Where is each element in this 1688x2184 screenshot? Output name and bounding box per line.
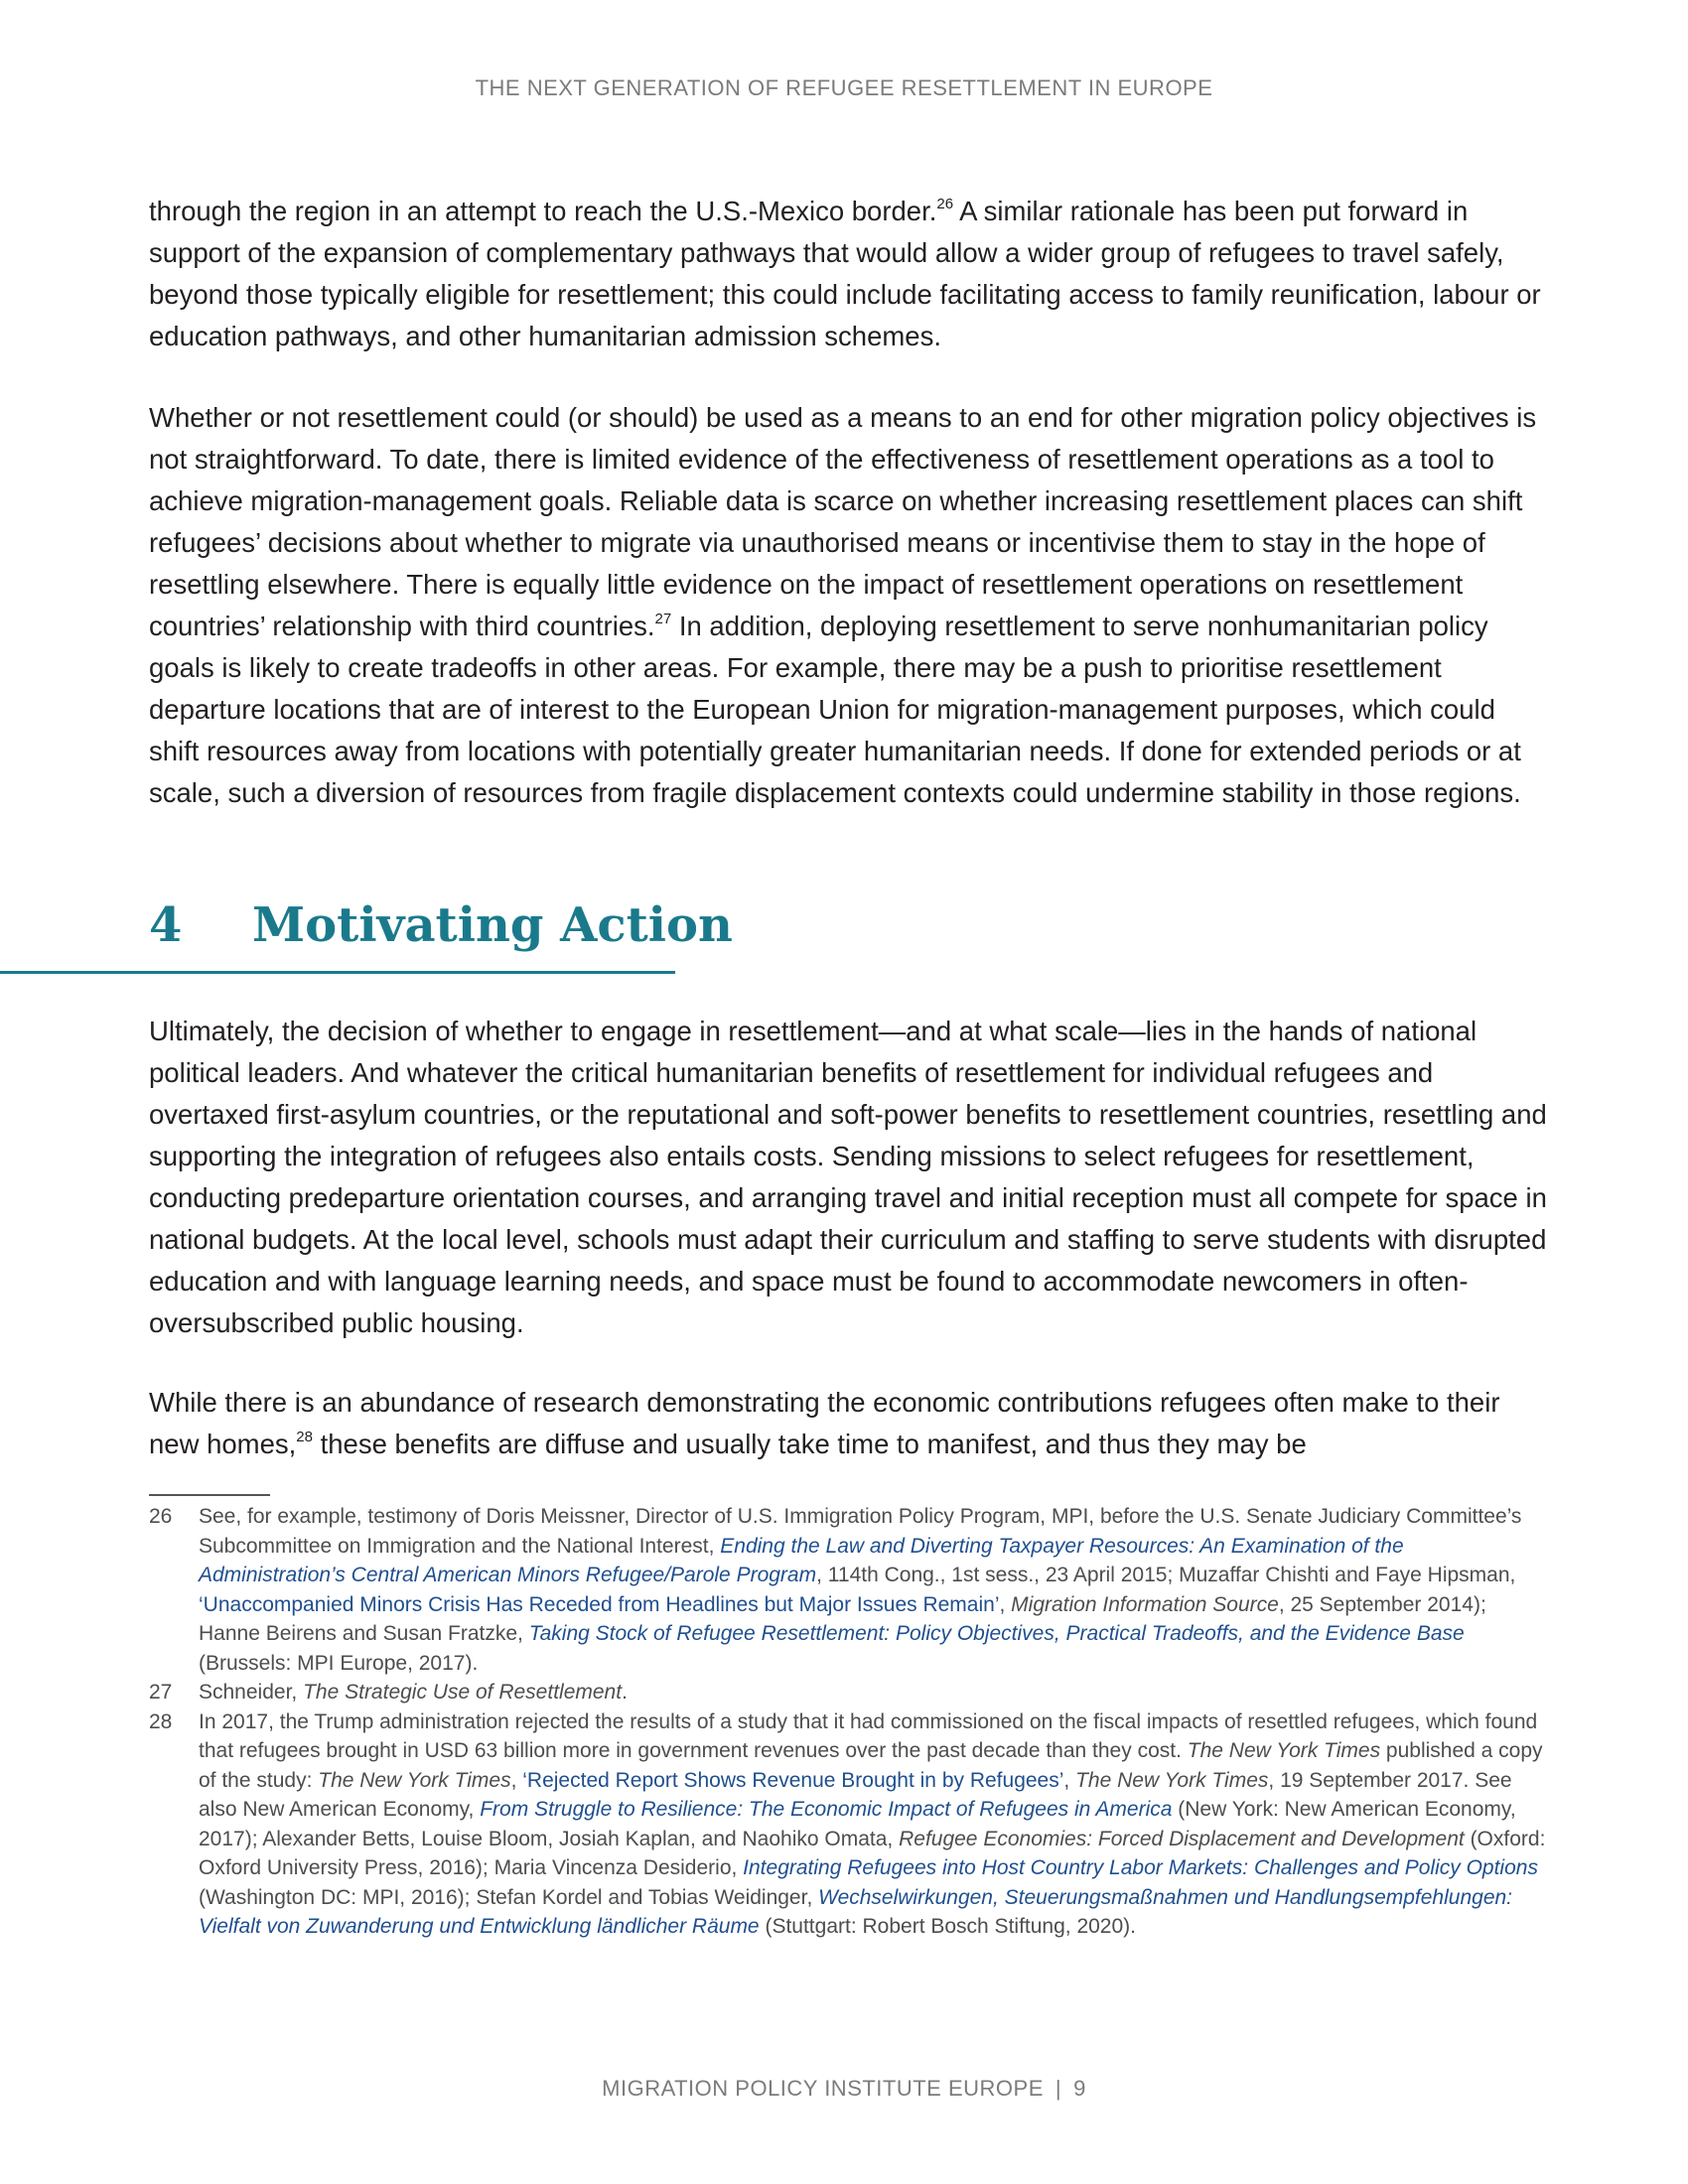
footnote-citation: The New York Times <box>1075 1768 1269 1792</box>
body-paragraph-4 <box>149 1382 1549 1465</box>
footnote-text: In 2017, the Trump administration rejected the results of a study that it had commissioned on the fiscal impacts of resettled refugees, which found that refugees brought in USD 63 billion more in government revenues over the past decade than they cost. <box>199 1709 1538 1762</box>
footnote-text: (Washington DC: MPI, 2016); Stefan Kordel and Tobias Weidinger, <box>199 1885 819 1909</box>
footnote-link[interactable]: ‘Rejected Report Shows Revenue Brought in by Refugees’ <box>522 1768 1064 1792</box>
running-footer <box>0 2076 1688 2102</box>
footnote-text: (New York: New American Economy, 2017); Alexander Betts, Louise Bloom, Josiah Kaplan, and Naohiko Omata, <box>199 1798 1516 1850</box>
running-header: THE NEXT GENERATION OF REFUGEE RESETTLEMENT IN EUROPE <box>475 75 1213 100</box>
footnote-link[interactable]: ‘Unaccompanied Minors Crisis Has Receded from Headlines but Major Issues Remain’ <box>199 1592 1000 1616</box>
footnote-text: , 19 September 2017. See also New American Economy, <box>199 1768 1512 1821</box>
footnote-text: , 114th Cong., 1st sess., 23 April 2015; Muzaffar Chishti and Faye Hipsman, <box>816 1564 1516 1586</box>
footnote-text: published a copy of the study: <box>199 1739 1543 1792</box>
footnote-link[interactable]: From Struggle to Resilience: The Economic Impact of Refugees in America <box>480 1798 1173 1821</box>
footnote-citation: The New York Times <box>1187 1739 1381 1762</box>
footnote-text: Schneider, <box>199 1681 304 1704</box>
body-paragraph-1 <box>149 191 1549 357</box>
footnote-citation: The Strategic Use of Resettlement <box>303 1681 623 1704</box>
footnote-body <box>199 1707 1549 1942</box>
footnote-number: 28 <box>149 1709 173 1733</box>
footnote-text: See, for example, testimony of Doris Meissner, Director of U.S. Immigration Policy Program, MPI, before the U.S. Senate Judiciary Committee’s Subcommittee on Immigration and the National Interest, <box>199 1505 1522 1558</box>
footnote-26 <box>149 1502 1549 1678</box>
footnote-citation: Migration Information Source <box>1011 1592 1279 1616</box>
footnote-27 <box>149 1678 1549 1707</box>
footnote-link[interactable]: Ending the Law and Diverting Taxpayer Resources: An Examination of the Administration’s Central American Minors Refugee/Parole Program <box>199 1534 1404 1586</box>
footnote-link[interactable]: Wechselwirkungen, Steuerungsmaßnahmen und Handlungsempfehlungen: Vielfalt von Zuwanderung und Entwicklung ländlicher Räume <box>199 1885 1513 1938</box>
paragraph-text: A similar rationale has been put forward in support of the expansion of complementary pathways that would allow a wider group of refugees to travel safely, beyond those typically eligible for resettlement; this could include facilitating access to family reunification, labour or education pathways, and other humanitarian admission schemes. <box>149 196 1541 351</box>
footnote-number: 27 <box>149 1681 173 1704</box>
footnote-number: 26 <box>149 1505 173 1528</box>
footnote-text: , 25 September 2014); Hanne Beirens and Susan Fratzke, <box>199 1592 1486 1645</box>
body-paragraph-2 <box>149 397 1549 814</box>
footnote-divider <box>149 1494 270 1496</box>
footnote-text: (Brussels: MPI Europe, 2017). <box>199 1651 479 1675</box>
section-heading-rule <box>0 971 675 974</box>
paragraph-text: through the region in an attempt to reach the U.S.-Mexico border. <box>149 196 937 226</box>
footnote-link[interactable]: Taking Stock of Refugee Resettlement: Policy Objectives, Practical Tradeoffs, and the Evidence Base <box>528 1622 1465 1645</box>
footnote-citation: Refugee Economies: Forced Displacement and Development <box>899 1827 1465 1850</box>
footnote-text: , <box>510 1768 523 1792</box>
section-heading <box>149 895 733 955</box>
paragraph-text: In addition, deploying resettlement to serve nonhumanitarian policy goals is likely to create tradeoffs in other areas. For example, there may be a push to prioritise resettlement departure locations that are of interest to the European Union for migration-management purposes, which could shift resources away from locations with potentially greater humanitarian needs. If done for extended periods or at scale, such a diversion of resources from fragile displacement contexts could undermine stability in those regions. <box>149 611 1521 808</box>
body-paragraph-3 <box>149 1011 1549 1344</box>
footer-publisher: MIGRATION POLICY INSTITUTE EUROPE <box>602 2076 1044 2101</box>
footnotes <box>149 1502 1549 1942</box>
footnote-ref-26[interactable]: 26 <box>936 196 954 212</box>
footnote-link[interactable]: Integrating Refugees into Host Country Labor Markets: Challenges and Policy Options <box>743 1856 1538 1879</box>
section-title: Motivating Action <box>252 897 733 953</box>
footnote-ref-28[interactable]: 28 <box>296 1429 313 1445</box>
footnote-ref-27[interactable]: 27 <box>654 611 672 627</box>
paragraph-text: Whether or not resettlement could (or should) be used as a means to an end for other migration policy objectives is not straightforward. To date, there is limited evidence of the effectiveness of resettlement operations as a tool to achieve migration-management goals. Reliable data is scarce on whether increasing resettlement places can shift refugees’ decisions about whether to migrate via unauthorised means or incentivise them to stay in the hope of resettling elsewhere. There is equally little evidence on the impact of resettlement operations on resettlement countries’ relationship with third countries. <box>149 402 1537 641</box>
footnote-text: . <box>622 1681 628 1704</box>
footnote-text: , <box>1063 1768 1076 1792</box>
paragraph-text: While there is an abundance of research demonstrating the economic contributions refugees often make to their new homes, <box>149 1387 1500 1459</box>
footnote-text: , <box>999 1592 1012 1616</box>
footer-separator: | <box>1055 2076 1062 2101</box>
footnote-text: (Stuttgart: Robert Bosch Stiftung, 2020). <box>759 1915 1136 1938</box>
paragraph-text: these benefits are diffuse and usually take time to manifest, and thus they may be <box>312 1429 1307 1459</box>
footnote-28 <box>149 1707 1549 1942</box>
section-number: 4 <box>149 897 183 953</box>
footnote-body <box>199 1502 1549 1678</box>
paragraph-text: Ultimately, the decision of whether to engage in resettlement—and at what scale—lies in the hands of national political leaders. And whatever the critical humanitarian benefits of resettlement for individual refugees and overtaxed first-asylum countries, or the reputational and soft-power benefits to resettlement countries, resettling and supporting the integration of refugees also entails costs. Sending missions to select refugees for resettlement, conducting predeparture orientation courses, and arranging travel and initial reception must all compete for space in national budgets. At the local level, schools must adapt their curriculum and staffing to serve students with disrupted education and with language learning needs, and space must be found to accommodate newcomers in often-oversubscribed public housing. <box>149 1016 1547 1338</box>
footnote-text: (Oxford: Oxford University Press, 2016); Maria Vincenza Desiderio, <box>199 1827 1546 1879</box>
footnote-citation: The New York Times <box>318 1768 511 1792</box>
footnote-body <box>199 1678 1549 1707</box>
page-number: 9 <box>1073 2076 1086 2101</box>
